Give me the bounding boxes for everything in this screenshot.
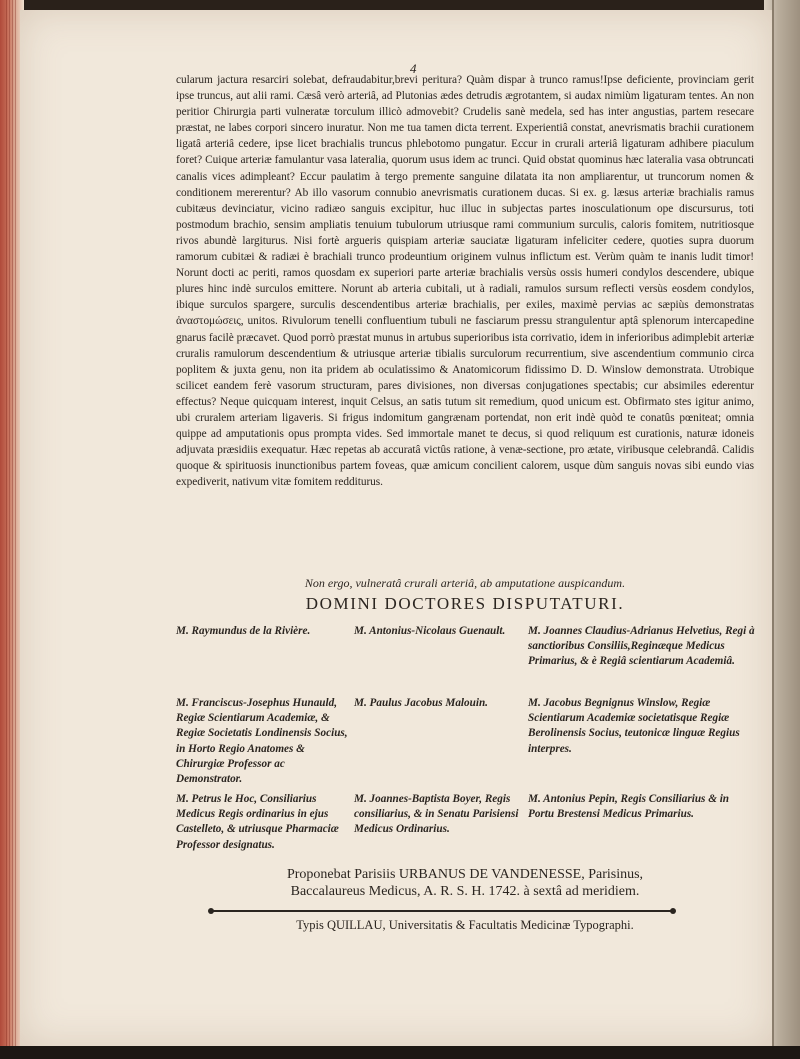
conclusion-line: Non ergo, vulneratâ crurali arteriâ, ab amputatione auspicandum. [304,576,626,590]
doctors-heading: DOMINI DOCTORES DISPUTATURI. [305,594,625,613]
doctor-entry: M. Paulus Jacobus Malouin. [354,697,488,709]
doctor-entry: M. Antonius-Nicolaus Guenault. [354,625,506,637]
decorative-rule [212,910,672,912]
edge-line [772,0,774,1059]
proponebat-line-2: Baccalaureus Medicus, A. R. S. H. 1742. à sextâ ad meridiem. [290,884,640,899]
proponebat-block [176,866,754,900]
thesis-body [176,72,754,490]
doctor-entry: M. Joannes Claudius-Adrianus Helvetius, Regi à sanctioribus Consiliis,Reginæque Medicus Primarius, & è Regiâ scientiarum Academiâ. [528,625,755,668]
proponebat-line-1: Proponebat Parisiis URBANUS DE VANDENESSE, Parisinus, [286,867,644,882]
doctor-entry: M. Joannes-Baptista Boyer, Regis consiliarius, & in Senatu Parisiensi Medicus Ordinarius. [354,793,519,836]
printer-imprint: Typis QUILLAU, Universitatis & Facultatis Medicinæ Typographi. [296,918,634,932]
spine-texture [6,0,16,1059]
doctor-entry: M. Antonius Pepin, Regis Consiliarius & in Portu Brestensi Medicus Primarius. [528,793,730,821]
doctor-entry: M. Franciscus-Josephus Hunauld, Regiæ Scientiarum Academiæ, & Regiæ Societatis Londinensis Socius, in Horto Regio Anatomes & Chirurgiæ Professor ac Demonstrator. [176,697,348,786]
doctor-entry: M. Jacobus Begnignus Winslow, Regiæ Scientiarum Academiæ societatisque Regiæ Berolinensis Socius, teutonicæ linguæ Regius interpres. [528,697,740,755]
bottom-edge [0,1046,800,1059]
doctor-entry: M. Raymundus de la Rivière. [176,625,311,637]
doctor-entry: M. Petrus le Hoc, Consiliarius Medicus Regis ordinarius in ejus Castelleto, & utriusque Pharmaciæ Professor designatus. [176,793,339,851]
body-paragraph: cularum jactura resarciri solebat, defraudabitur,brevi peritura? Quàm dispar à trunco ramus!Ipse deficiente, provinciam gerit ipse truncus, aut alii rami. Cæsâ verò arteriâ, ad Plutonias ædes detrudis ægrotantem, si audax nimiùm ligaturam tentes. An non peritior Chirurgia parti vulneratæ torculum illicò admovebit? Crudelis sanè medela, sed has inter angustias, partem resecare præstat, ne labes corpori sincero inuratur. Non me tua tamen dicta terrent. Experientiâ constat, anevrismatis brachii curationem ligatâ arteriâ cedere, ipse licet brachialis truncus phlebotomo pungatur. Eccur in crurali arteriâ ligaturam adhibere piaculum foret? Cuique arteriæ famulantur vasa lateralia, quorum usus idem ac trunci. Quid obstat quominus hæc lateralia vasa obtruncati canalis vices adimpleant? Eccur paulatim à tergo premente sanguine dilatata ita non ampliarentur, ut truncorum nomen & conditionem mererentur? Ab illo vasorum connubio anevrismatis curationem ducas. Si ex. g. læsus arteriæ brachialis ramus cubitæus devinciatur, vicino radiæo sanguis excipitur, huc illuc in subjectas partes inosculationum ope discursurus, toti postmodum brachio, sensim ampliatis tenuium tubulorum utriusque rami communium surculis, caloris fomitem, nutritiosque rivos abundè largiturus. Nisi fortè argueris quispiam arteriæ sauciatæ ligaturam infeliciter cedere, quoties supra duorum ramorum cubitæi & radiæi è brachiali trunco prodeuntium originem vulnus inflictum est. Verùm quàm te inanis ludit timor! Norunt docti ac periti, ramos quosdam ex superiori parte arteriæ brachialis versùs ossis humeri condylos descendere, ubique plures hinc indè surculos emittere. Norunt ab arteria cubitali, ut à radiali, ramulos sursum reflecti versùs eosdem condylos, ibique surculos spargere, surculis descendentibus arteriæ brachialis, per exiles, maximè pervias ac sæpiùs demonstratas ἀναστομώσεις, unitos. Rivulorum tenelli confluentium tubuli ne fasciarum pressu strangulentur aptâ splenorum intercapedine gnarus facilè præcavet. Quod porrò præstat munus in artubus superioribus ista corrivatio, idem in inferioribus adimplebit arteriæ cruralis ramulorum descendentium & utriusque arteriæ tibialis surculorum recurrentium, sive ascendentium communio circa poplitem & juxta genu, non ita pridem ab oculatissimo & Anatomicorum fidissimo D. D. Winslow demonstrata. Utrobique scilicet eandem ferè vasorum structuram, pares divisiones, non diversas conjugationes spectabis; cur absimiles ederentur effectus? Neque quicquam interest, inquit Celsus, an satis tutum sit remedium, quod unicum est. Obfirmato stes igitur animo, ubi cruralem arteriam ligaveris. Si frigus indomitum gangrænam portendat, non erit indè quòd te conatûs pœniteat; omnia quippe ad amputationis opus prompta vides. Sed immortale manet te decus, si quod reliquum est curationis, naturæ idoneis adjuvata præsidiis exequatur. Hæc repetas ab accuratâ victûs ratione, à venæ-sectione, pro ætate, viribusque celebrandâ. Calidis quoque & spirituosis inunctionibus partem foveas, quæ amicum concilient calorem, usque dùm sanguis novas sibi eundo vias expediverit, nativum vitæ fomitem redditurus. [176,74,754,489]
page-number: 4 [410,61,417,76]
